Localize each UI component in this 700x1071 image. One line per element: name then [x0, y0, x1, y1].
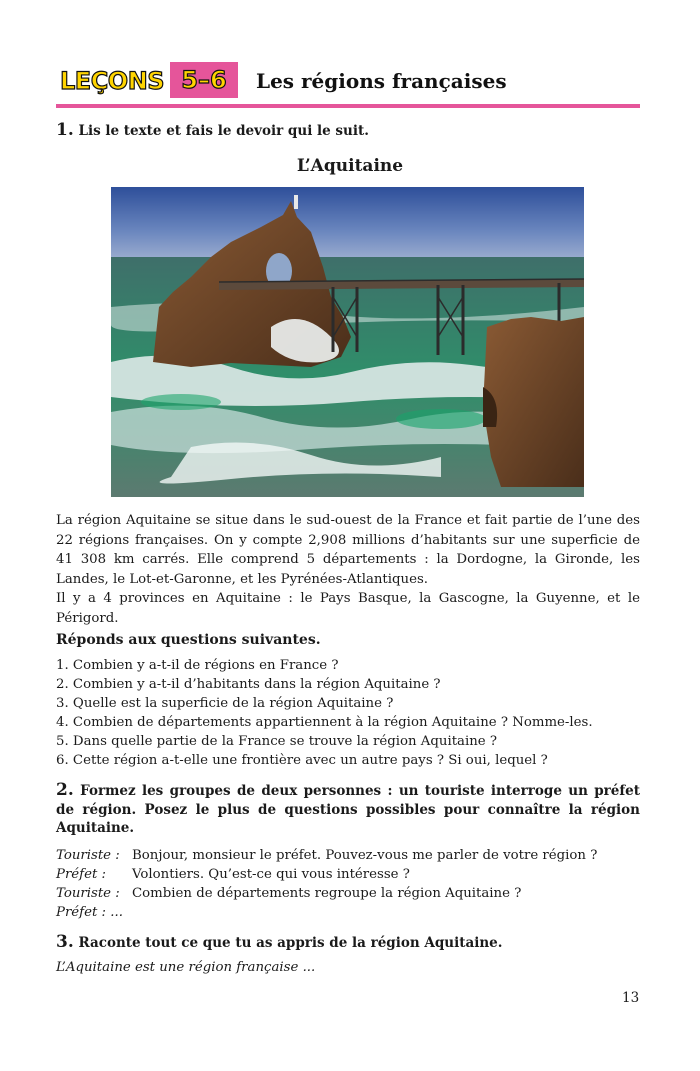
dialog-text: Bonjour, monsieur le préfet. Pouvez-vous me parler de votre région ?: [132, 848, 598, 863]
question-item: 4. Combien de départements appartiennent à la région Aquitaine ? Nomme-les.: [56, 715, 593, 730]
exercise-2-instruction: [56, 781, 640, 838]
question-item: 3. Quelle est la superficie de la région Aquitaine ?: [56, 696, 394, 711]
lesson-header: [56, 62, 640, 104]
question-item: 1. Combien y a-t-il de régions en France ?: [56, 658, 339, 673]
question-item: 6. Cette région a-t-elle une frontière avec un autre pays ? Si oui, lequel ?: [56, 753, 548, 768]
lesson-number-badge: 5–6: [170, 62, 238, 98]
dialog-speaker: Touriste :: [56, 886, 120, 901]
exercise-2-text: Formez les groupes de deux personnes : un touriste interroge un préfet de région. Posez le plus de questions possibles pour connaître la région Aquitaine.: [56, 783, 641, 836]
page-number: 13: [622, 990, 640, 1006]
question-item: 2. Combien y a-t-il d’habitants dans la région Aquitaine ?: [56, 677, 441, 692]
exercise-1-instruction: [56, 121, 369, 140]
article-title: L’Aquitaine: [296, 156, 404, 176]
dialog-speaker: Préfet :: [56, 867, 107, 882]
dialog-text: Combien de départements regroupe la région Aquitaine ?: [132, 886, 522, 901]
exercise-3-text: Raconte tout ce que tu as appris de la région Aquitaine.: [78, 935, 503, 951]
lesson-label: LEÇONS: [60, 67, 165, 95]
questions-list: [56, 656, 646, 770]
dialog: [56, 846, 656, 922]
dialog-speaker: Préfet : ...: [56, 905, 123, 920]
dialog-line: [56, 846, 656, 865]
questions-heading: Réponds aux questions suivantes.: [56, 632, 321, 648]
exercise-1-text: Lis le texte et fais le devoir qui le suit.: [78, 123, 369, 139]
exercise-3-prompt: L’Aquitaine est une région française ...: [56, 960, 316, 975]
header-divider: [56, 104, 640, 108]
coastal-rock-bridge-photo: [111, 187, 584, 497]
dialog-line: [56, 903, 656, 922]
article-paragraph-1: La région Aquitaine se situe dans le sud-ouest de la France et fait partie de l’une des 22 régions françaises. On y compte 2,908 millions d’habitants sur une superficie de 41 308 km carrés. Elle comprend 5 départements : la Dordogne, la Gironde, les Landes, le Lot-et-Garonne, et les Pyrénées-Atlantiques.: [56, 513, 640, 587]
dialog-line: [56, 884, 656, 903]
exercise-3-number: 3.: [56, 932, 74, 952]
exercise-3-instruction: [56, 932, 502, 952]
dialog-speaker: Touriste :: [56, 848, 120, 863]
question-item: 5. Dans quelle partie de la France se trouve la région Aquitaine ?: [56, 734, 498, 749]
exercise-1-number: 1.: [56, 120, 74, 140]
dialog-text: Volontiers. Qu’est-ce qui vous intéresse ?: [132, 867, 410, 882]
exercise-2-number: 2.: [56, 780, 74, 800]
article-paragraph-2: Il y a 4 provinces en Aquitaine : le Pays Basque, la Gascogne, la Guyenne, et le Périgord.: [56, 591, 640, 626]
dialog-line: [56, 865, 656, 884]
page-title: Les régions françaises: [256, 69, 507, 93]
